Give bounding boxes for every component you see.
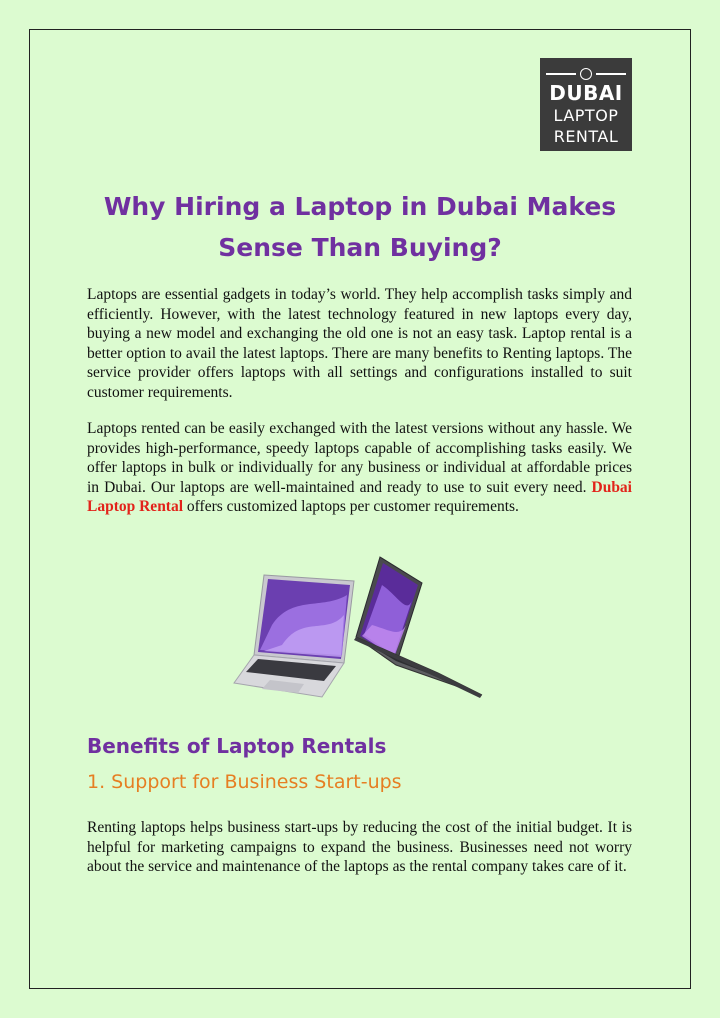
exchange-paragraph-tail: offers customized laptops per customer requirements. xyxy=(183,498,519,515)
two-laptops-image xyxy=(232,555,488,705)
section-heading: Benefits of Laptop Rentals xyxy=(87,734,387,758)
logo-line-2: LAPTOP xyxy=(553,106,619,125)
logo-line-3: RENTAL xyxy=(553,127,619,146)
intro-paragraph: Laptops are essential gadgets in today’s world. They help accomplish tasks simply and efficiently. However, with the latest technology featured in new laptops every day, buying a new model and exchanging the old one is not an easy task. Laptop rental is a better option to avail the latest laptops. There are many benefits to Renting laptops. The service provider offers laptops with all settings and configurations installed to suit customer requirements. xyxy=(87,286,632,401)
dubai-laptop-rental-logo xyxy=(540,58,632,151)
page-title: Why Hiring a Laptop in Dubai Makes Sense Than Buying? xyxy=(103,192,617,262)
startups-paragraph: Renting laptops helps business start-ups by reducing the cost of the initial budget. It is helpful for marketing campaigns to expand the business. Businesses need not worry about the service and maintenance of the laptops as the rental company takes care of it. xyxy=(87,819,632,875)
laptop-logo-icon xyxy=(580,68,592,80)
subheading: 1. Support for Business Start-ups xyxy=(87,771,402,793)
logo-line-1: DUBAI xyxy=(549,81,623,105)
exchange-paragraph-text: Laptops rented can be easily exchanged with the latest versions without any hassle. We provides high-performance, speedy laptops capable of accomplishing tasks easily. We offer laptops in bulk or individually for any business or individual at affordable prices in Dubai. Our laptops are well-maintained and ready to use to suit every need. xyxy=(87,420,632,496)
exchange-paragraph xyxy=(87,419,632,517)
brand-highlight: Dubai Laptop Rental xyxy=(87,478,632,515)
